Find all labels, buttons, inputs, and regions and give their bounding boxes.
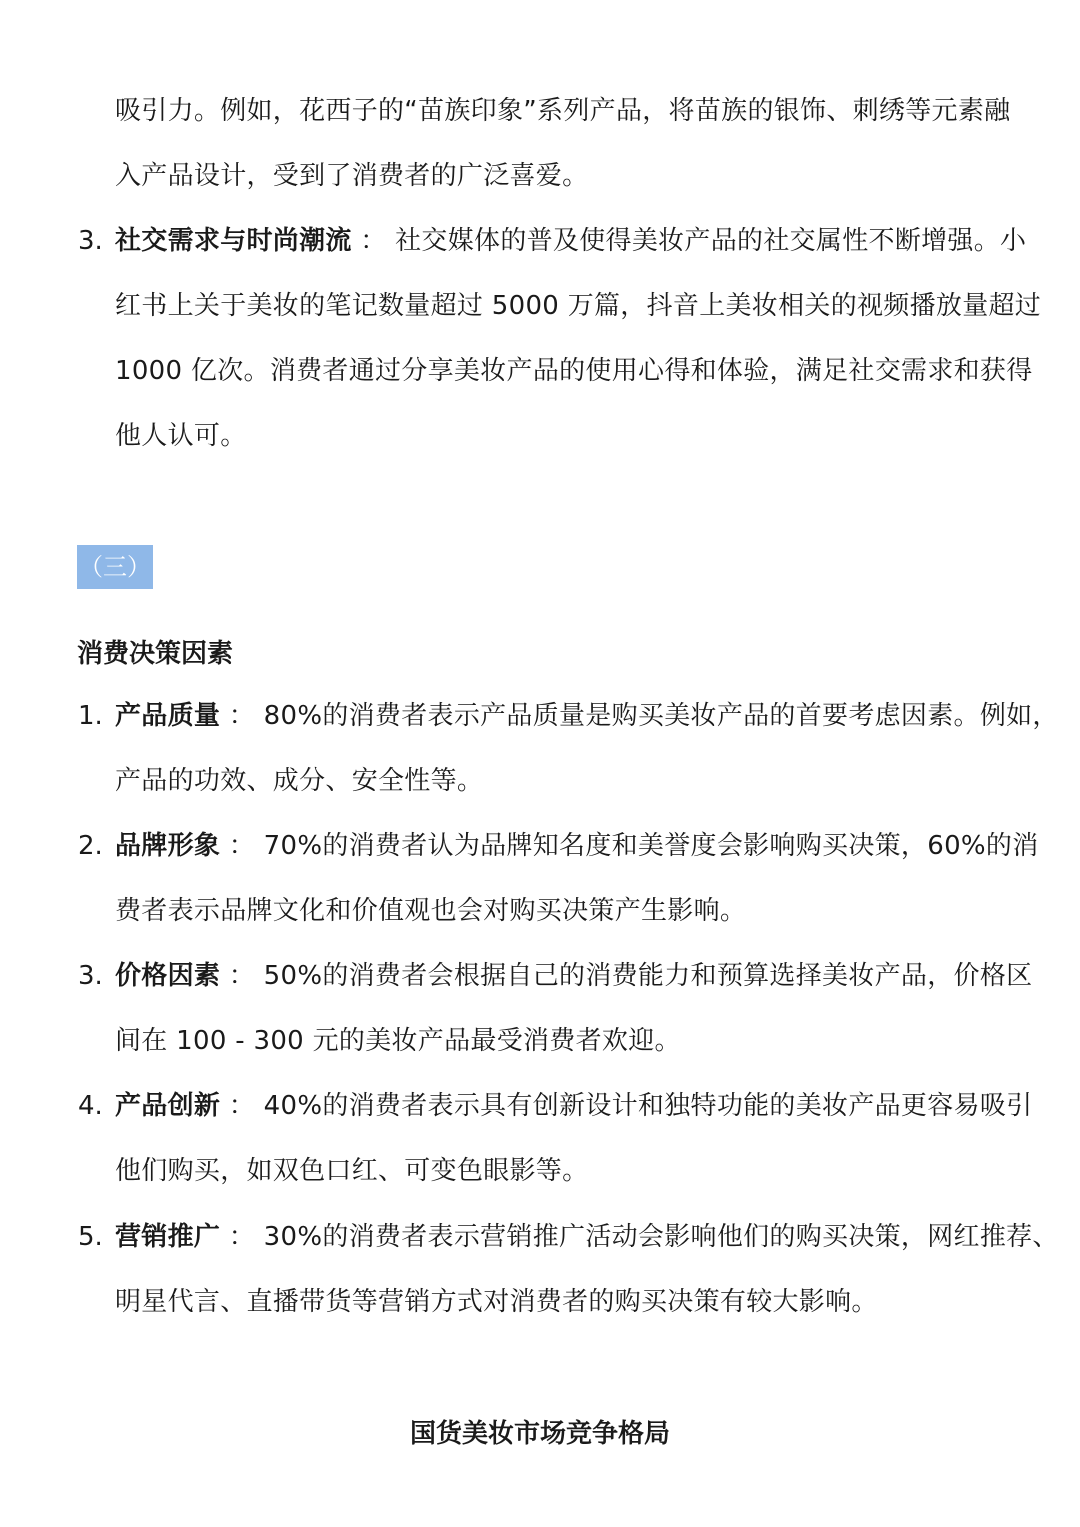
section-heading: 消费决策因素 xyxy=(77,639,234,669)
list-item-text: ： 社交媒体的普及使得美妆产品的社交属性不断增强。小 xyxy=(351,226,1027,256)
paragraph-line: 他人认可。 xyxy=(115,421,247,451)
paragraph-line: 入产品设计，受到了消费者的广泛喜爱。 xyxy=(115,161,589,191)
list-item-text: ： 80%的消费者表示产品质量是购买美妆产品的首要考虑因素。例如， xyxy=(220,701,1059,731)
list-item-text: ： 30%的消费者表示营销推广活动会影响他们的购买决策，网红推荐、 xyxy=(220,1222,1059,1252)
paragraph-line: 红书上关于美妆的笔记数量超过 5000 万篇，抖音上美妆相关的视频播放量超过 xyxy=(115,291,1042,321)
paragraph-line: 吸引力。例如，花西子的“苗族印象”系列产品，将苗族的银饰、刺绣等元素融 xyxy=(115,96,1011,126)
list-item-first-line xyxy=(115,814,1039,879)
list-item-heading: 产品质量 xyxy=(115,701,221,731)
paragraph-line: 费者表示品牌文化和价值观也会对购买决策产生影响。 xyxy=(115,896,747,926)
paragraph-line: 明星代言、直播带货等营销方式对消费者的购买决策有较大影响。 xyxy=(115,1287,878,1317)
list-number: 4. xyxy=(78,1091,103,1121)
paragraph-line: 他们购买，如双色口红、可变色眼影等。 xyxy=(115,1156,589,1186)
section-number-badge: （三） xyxy=(77,545,153,589)
list-number: 3. xyxy=(78,226,103,256)
list-item-heading: 社交需求与时尚潮流 xyxy=(115,226,352,256)
list-item-text: ： 40%的消费者表示具有创新设计和独特功能的美妆产品更容易吸引 xyxy=(220,1091,1033,1121)
list-item-first-line xyxy=(115,684,1059,749)
list-item-text: ： 50%的消费者会根据自己的消费能力和预算选择美妆产品，价格区 xyxy=(220,961,1033,991)
next-section-title: 国货美妆市场竞争格局 xyxy=(409,1419,670,1449)
list-item-heading: 产品创新 xyxy=(115,1091,221,1121)
paragraph-line: 间在 100 - 300 元的美妆产品最受消费者欢迎。 xyxy=(115,1026,681,1056)
paragraph-line: 产品的功效、成分、安全性等。 xyxy=(115,766,484,796)
list-number: 2. xyxy=(78,831,103,861)
list-item-first-line xyxy=(115,1074,1032,1139)
list-number: 1. xyxy=(78,701,103,731)
list-item-first-line xyxy=(115,209,1026,274)
list-item-heading: 品牌形象 xyxy=(115,831,221,861)
list-item-text: ： 70%的消费者认为品牌知名度和美誉度会影响购买决策，60%的消 xyxy=(220,831,1039,861)
paragraph-line: 1000 亿次。消费者通过分享美妆产品的使用心得和体验，满足社交需求和获得 xyxy=(115,356,1033,386)
list-item-heading: 价格因素 xyxy=(115,961,221,991)
list-item-first-line xyxy=(115,1205,1059,1270)
list-number: 5. xyxy=(78,1222,103,1252)
list-number: 3. xyxy=(78,961,103,991)
list-item-first-line xyxy=(115,944,1032,1009)
list-item-heading: 营销推广 xyxy=(115,1222,221,1252)
